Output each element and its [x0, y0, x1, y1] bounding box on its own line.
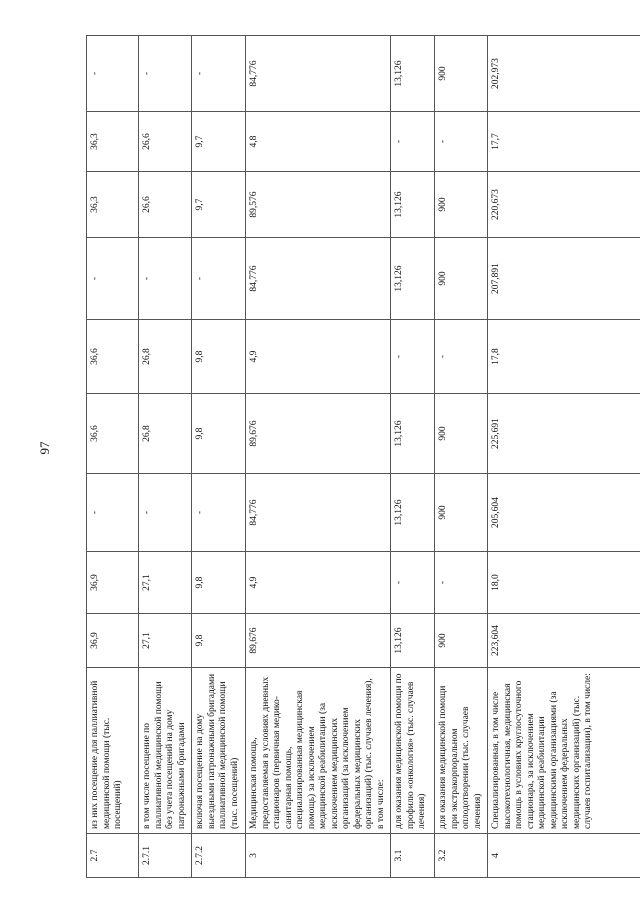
table-row: [87, 36, 139, 878]
table-row: [391, 36, 435, 878]
cell-value: 900: [435, 614, 488, 668]
cell-value: -: [435, 112, 488, 172]
cell-value: 9,7: [192, 112, 246, 172]
row-number: 3.2: [435, 834, 488, 878]
row-description: включая посещение на дому выездными патронажными бригадами паллиативной медицинской помощи (тыс. посещений): [192, 668, 246, 834]
cell-value: 18,0: [488, 552, 640, 614]
plan-volumes-table: [86, 35, 640, 878]
cell-value: 900: [435, 36, 488, 112]
cell-value: 4,8: [246, 112, 391, 172]
cell-value: -: [139, 36, 192, 112]
cell-value: 13,126: [391, 614, 435, 668]
cell-value: 900: [435, 474, 488, 552]
cell-value: 223,604: [488, 614, 640, 668]
cell-value: 900: [435, 394, 488, 474]
cell-value: 36,6: [87, 320, 139, 394]
cell-value: 36,3: [87, 112, 139, 172]
cell-value: 26,8: [139, 320, 192, 394]
table-row: [488, 36, 640, 878]
cell-value: 84,776: [246, 36, 391, 112]
cell-value: -: [192, 474, 246, 552]
cell-value: -: [391, 112, 435, 172]
cell-value: 36,3: [87, 172, 139, 238]
cell-value: 225,691: [488, 394, 640, 474]
row-number: 2.7.2: [192, 834, 246, 878]
cell-value: 89,676: [246, 614, 391, 668]
cell-value: 13,126: [391, 36, 435, 112]
cell-value: 26,6: [139, 172, 192, 238]
cell-value: -: [435, 552, 488, 614]
cell-value: 27,1: [139, 552, 192, 614]
cell-value: 36,9: [87, 552, 139, 614]
cell-value: -: [192, 36, 246, 112]
table-row: [435, 36, 488, 878]
cell-value: -: [139, 474, 192, 552]
rotated-table-container: [86, 36, 620, 878]
row-number: 2.7: [87, 834, 139, 878]
row-number: 3: [246, 834, 391, 878]
cell-value: -: [391, 552, 435, 614]
cell-value: -: [87, 474, 139, 552]
cell-value: 13,126: [391, 238, 435, 320]
cell-value: 13,126: [391, 474, 435, 552]
cell-value: -: [87, 238, 139, 320]
cell-value: 9,8: [192, 320, 246, 394]
row-description: для оказания медицинской помощи при экстракорпоральном оплодотворении (тыс. случаев лечения): [435, 668, 488, 834]
cell-value: 26,6: [139, 112, 192, 172]
cell-value: 89,676: [246, 394, 391, 474]
table-row: [192, 36, 246, 878]
table-row: [246, 36, 391, 878]
cell-value: 9,8: [192, 394, 246, 474]
page-number: 97: [37, 441, 52, 455]
cell-value: 900: [435, 172, 488, 238]
cell-value: 9,7: [192, 172, 246, 238]
cell-value: 36,6: [87, 394, 139, 474]
cell-value: 220,673: [488, 172, 640, 238]
cell-value: 13,126: [391, 394, 435, 474]
cell-value: 26,8: [139, 394, 192, 474]
cell-value: 36,9: [87, 614, 139, 668]
cell-value: 84,776: [246, 238, 391, 320]
table-row: [139, 36, 192, 878]
cell-value: -: [435, 320, 488, 394]
cell-value: 9,8: [192, 614, 246, 668]
cell-value: 207,891: [488, 238, 640, 320]
row-description: Специализированная, в том числе высокотехнологичная, медицинская помощь в условиях круглосуточного стационара, за исключением медицинской реабилитации медицинскими организациями (за исключением федеральных медицинских организаций) (тыс. случаев госпитализации), в том числе:: [488, 668, 640, 834]
cell-value: 900: [435, 238, 488, 320]
cell-value: 13,126: [391, 172, 435, 238]
row-description: Медицинская помощь, предоставляемая в условиях дневных стационаров (первичная медико-санитарная помощь, специализированная медицинская помощь) за исключением медицинской реабилитации (за исключением медицинских организаций (за исключением федеральных медицинских организаций) (тыс. случаев лечения), в том числе:: [246, 668, 391, 834]
cell-value: 4,9: [246, 552, 391, 614]
cell-value: 84,776: [246, 474, 391, 552]
cell-value: -: [87, 36, 139, 112]
cell-value: 9,8: [192, 552, 246, 614]
row-description: для оказания медицинской помощи по профилю «онкология» (тыс. случаев лечения): [391, 668, 435, 834]
cell-value: 205,604: [488, 474, 640, 552]
row-number: 4: [488, 834, 640, 878]
cell-value: 202,973: [488, 36, 640, 112]
row-number: 2.7.1: [139, 834, 192, 878]
cell-value: -: [391, 320, 435, 394]
cell-value: 27,1: [139, 614, 192, 668]
cell-value: 4,9: [246, 320, 391, 394]
row-number: 3.1: [391, 834, 435, 878]
cell-value: -: [192, 238, 246, 320]
cell-value: -: [139, 238, 192, 320]
cell-value: 89,576: [246, 172, 391, 238]
row-description: в том числе посещение по паллиативной медицинской помощи без учета посещений на дому патронажными бригадами: [139, 668, 192, 834]
row-description: из них посещение для паллиативной медицинской помощи (тыс. посещений): [87, 668, 139, 834]
cell-value: 17,8: [488, 320, 640, 394]
cell-value: 17,7: [488, 112, 640, 172]
